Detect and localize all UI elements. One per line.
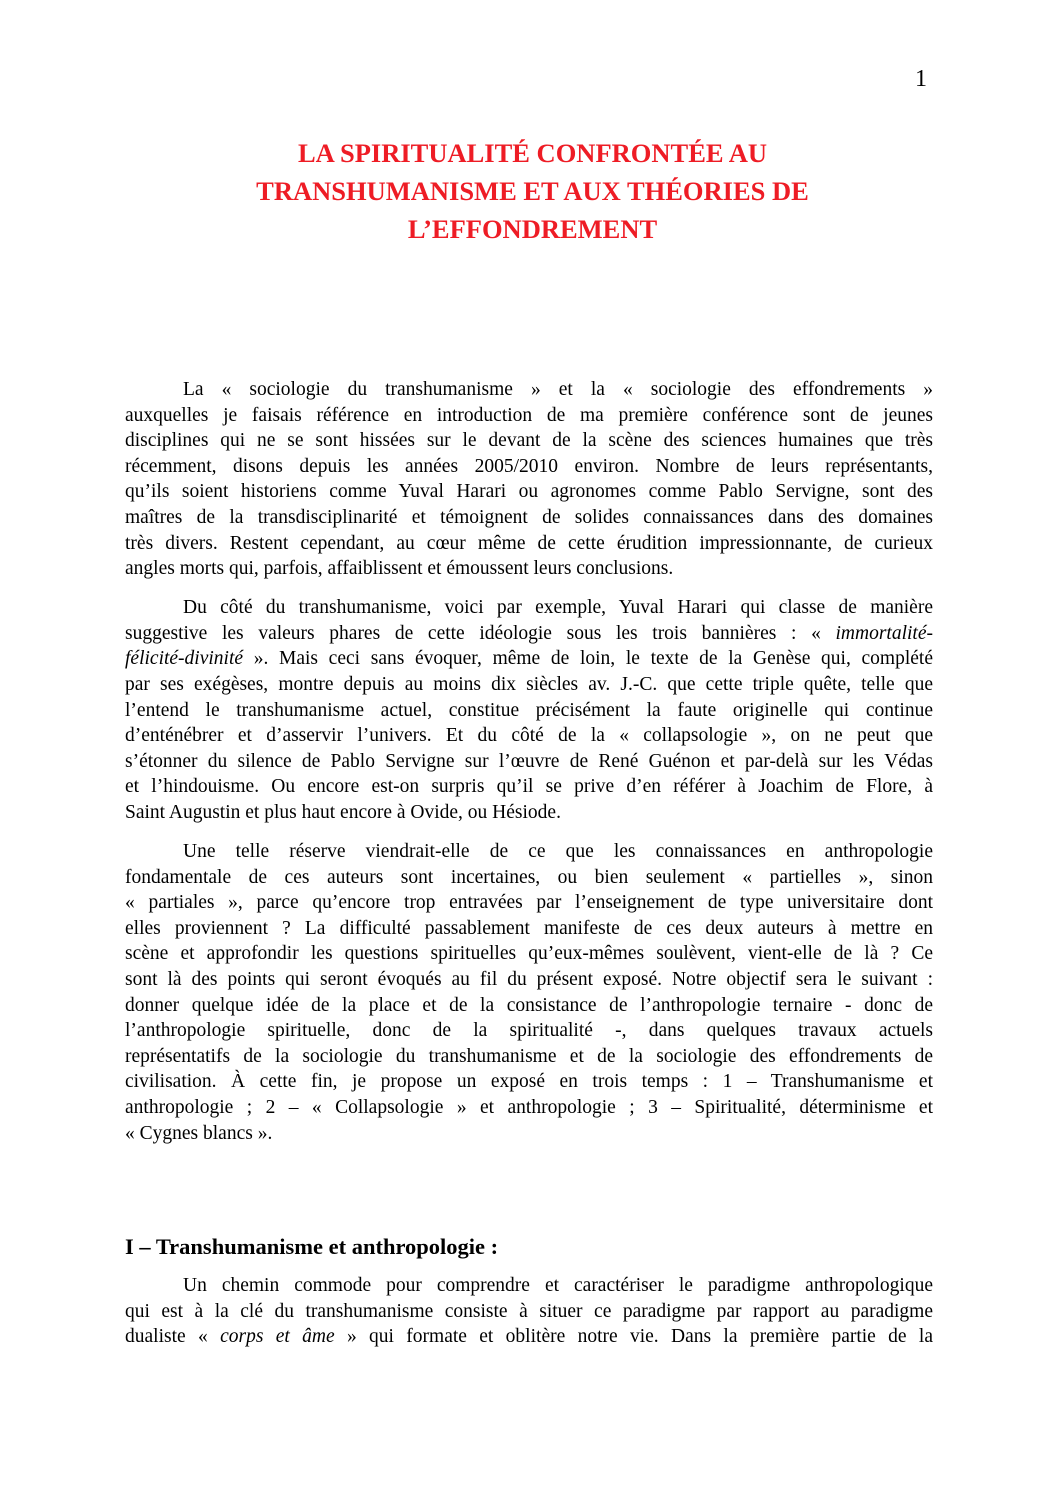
title-line: LA SPIRITUALITÉ CONFRONTÉE AU bbox=[297, 138, 767, 168]
text-line bbox=[125, 646, 933, 672]
section-body bbox=[125, 1273, 933, 1363]
text-line: fondamentale de ces auteurs sont incertaines, ou bien seulement « partielles », sinon bbox=[125, 866, 933, 888]
title-line: TRANSHUMANISME ET AUX THÉORIES DE bbox=[256, 176, 809, 206]
text-line: Du côté du transhumanisme, voici par exemple, Yuval Harari qui classe de manière bbox=[183, 597, 933, 619]
italic-term: immortalité- bbox=[835, 622, 933, 644]
text-line: et l’hindouisme. Ou encore est-on surpris qu’il se prive d’en référer à Joachim de Flore, à bbox=[125, 776, 933, 798]
text-line: très divers. Restent cependant, au cœur même de cette érudition impressionnante, de curieux bbox=[125, 532, 933, 554]
text-line: l’anthropologie spirituelle, donc de la spiritualité -, dans quelques travaux actuels bbox=[125, 1020, 933, 1042]
text-segment: suggestive les valeurs phares de cette idéologie sous les trois bannières : « bbox=[125, 622, 836, 644]
text-line: scène et approfondir les questions spirituelles qu’eux-mêmes soulèvent, vient-elle de là ? Ce bbox=[125, 943, 933, 965]
text-line: disciplines qui ne se sont hissées sur le devant de la scène des sciences humaines que très bbox=[125, 430, 933, 452]
paragraph-intro bbox=[125, 377, 933, 582]
text-line: qu’ils soient historiens comme Yuval Harari ou agronomes comme Pablo Servigne, sont des bbox=[125, 481, 933, 503]
text-line: « Cygnes blancs ». bbox=[125, 1122, 273, 1144]
text-line: Une telle réserve viendrait-elle de ce que les connaissances en anthropologie bbox=[183, 841, 933, 863]
text-line: sont là des points qui seront évoqués au fil du présent exposé. Notre objectif sera le suivant : bbox=[125, 969, 933, 991]
text-line bbox=[125, 1324, 933, 1350]
text-segment: ». Mais ceci sans évoquer, même de loin, le texte de la Genèse qui, complété bbox=[243, 648, 933, 670]
italic-term: félicité-divinité bbox=[125, 648, 244, 670]
paragraph-reserve bbox=[125, 839, 933, 1146]
text-line: auxquelles je faisais référence en introduction de ma première conférence sont de jeunes bbox=[125, 404, 933, 426]
italic-term: corps et âme bbox=[220, 1326, 335, 1348]
text-line: La « sociologie du transhumanisme » et la « sociologie des effondrements » bbox=[183, 379, 933, 400]
section-heading: I – Transhumanisme et anthropologie : bbox=[125, 1234, 499, 1259]
text-segment: dualiste « bbox=[125, 1326, 221, 1348]
text-line: représentatifs de la sociologie du transhumanisme et de la sociologie des effondrements de bbox=[125, 1045, 933, 1067]
text-line: « partiales », parce qu’encore trop entravées par l’enseignement de type universitaire dont bbox=[125, 892, 933, 914]
text-line: civilisation. À cette fin, je propose un exposé en trois temps : 1 – Transhumanisme et bbox=[125, 1071, 933, 1093]
paragraph-paradigm bbox=[125, 1273, 933, 1350]
text-line: donner quelque idée de la place et de la consistance de l’anthropologie ternaire - donc de bbox=[125, 994, 933, 1016]
text-line: d’enténébrer et d’asservir l’univers. Et du côté de la « collapsologie », on ne peut que bbox=[125, 725, 933, 747]
paragraph-transhumanism bbox=[125, 595, 933, 825]
text-line: qui est à la clé du transhumanisme consiste à situer ce paradigme par rapport au paradigme bbox=[125, 1300, 933, 1322]
text-line: angles morts qui, parfois, affaiblissent et émoussent leurs conclusions. bbox=[125, 558, 674, 580]
text-line: anthropologie ; 2 – « Collapsologie » et anthropologie ; 3 – Spiritualité, déterminisme et bbox=[125, 1097, 933, 1119]
body-text bbox=[125, 377, 933, 1160]
text-line: Un chemin commode pour comprendre et caractériser le paradigme anthropologique bbox=[183, 1275, 933, 1296]
text-line: s’étonner du silence de Pablo Servigne sur l’œuvre de René Guénon et par-delà sur les Védas bbox=[125, 750, 933, 772]
document-title bbox=[130, 134, 935, 248]
text-line: l’entend le transhumanisme actuel, constitue précisément la faute originelle qui continue bbox=[125, 699, 933, 721]
text-line bbox=[125, 621, 933, 647]
text-line: par ses exégèses, montre depuis au moins dix siècles av. J.-C. que cette triple quête, telle que bbox=[125, 674, 933, 696]
text-line: récemment, disons depuis les années 2005/2010 environ. Nombre de leurs représentants, bbox=[125, 455, 933, 477]
text-segment: » qui formate et oblitère notre vie. Dans la première partie de la bbox=[334, 1326, 933, 1348]
title-line: L’EFFONDREMENT bbox=[407, 214, 658, 244]
page-number: 1 bbox=[915, 66, 927, 92]
text-line: elles proviennent ? La difficulté passablement manifeste de ces deux auteurs à mettre en bbox=[125, 917, 933, 939]
text-line: Saint Augustin et plus haut encore à Ovide, ou Hésiode. bbox=[125, 802, 561, 823]
text-line: maîtres de la transdisciplinarité et témoignent de solides connaissances dans des domaines bbox=[125, 506, 933, 528]
